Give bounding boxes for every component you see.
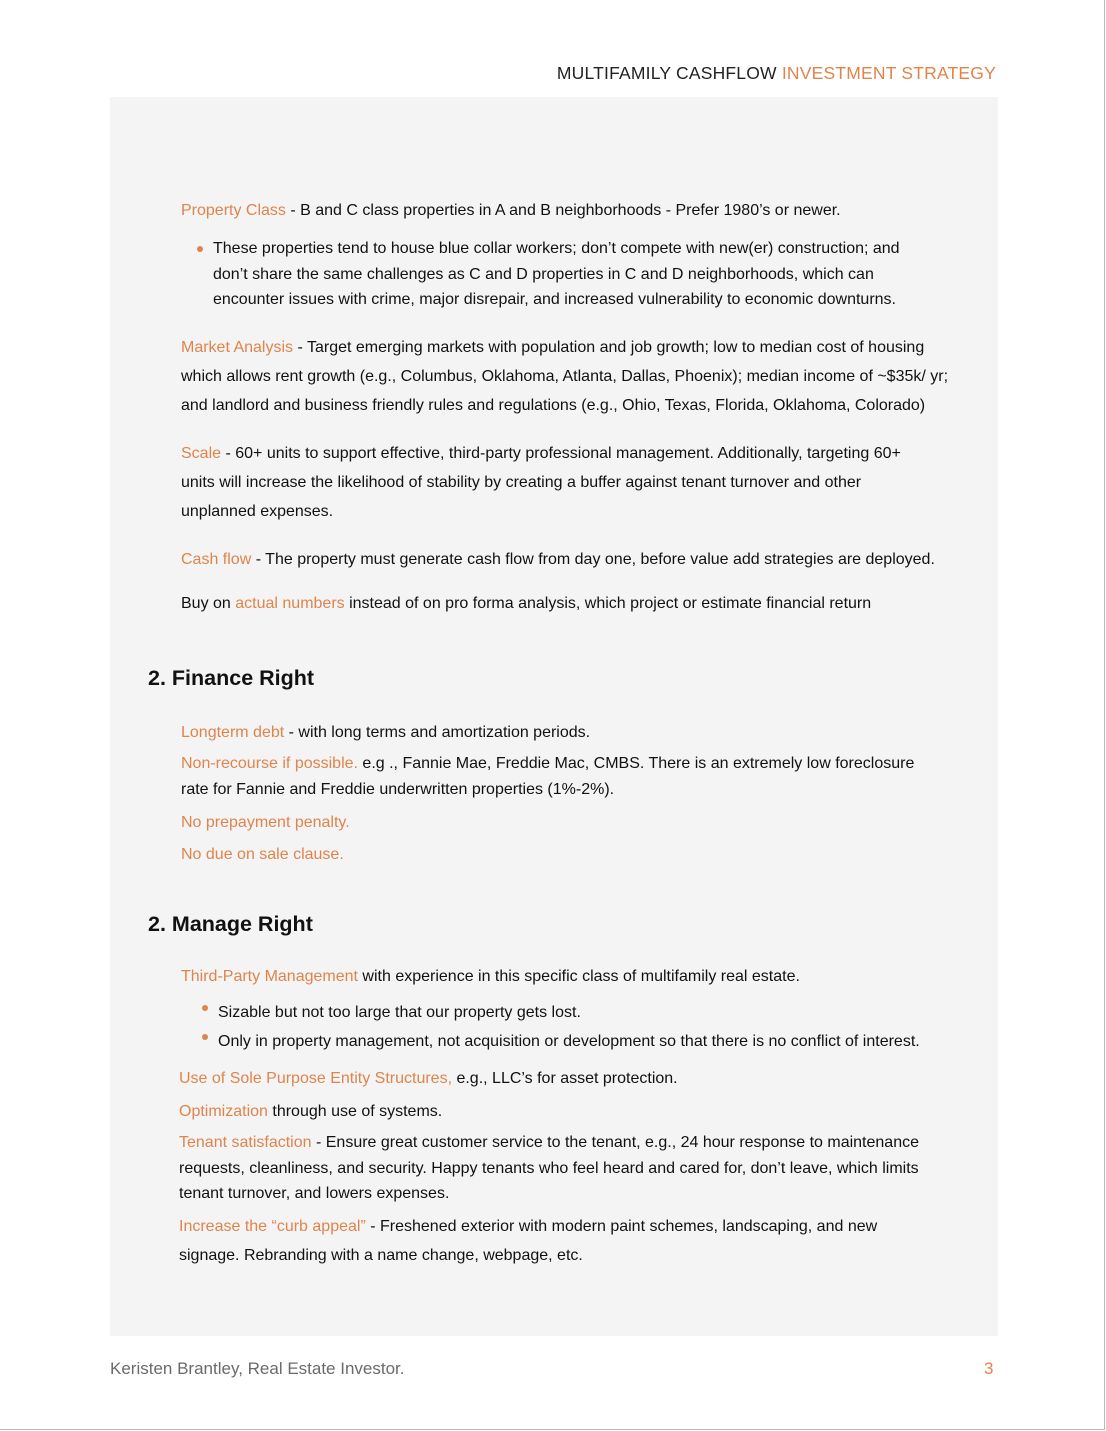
footer-author: Keristen Brantley, Real Estate Investor. [110, 1359, 405, 1378]
tenant-satisfaction-line: - Ensure great customer service to the tenant, e.g., 24 hour response to maintenance [311, 1134, 919, 1151]
bullet-dot-icon [202, 1034, 208, 1040]
sole-purpose-paragraph [179, 1064, 678, 1093]
finance-right-heading: 2. Finance Right [148, 666, 315, 690]
bullet-dot-icon [202, 1005, 208, 1011]
tenant-satisfaction-paragraph [179, 1130, 919, 1207]
cash-flow-text: - The property must generate cash flow from day one, before value add strategies are deployed. [251, 551, 935, 568]
longterm-debt-text: - with long terms and amortization periods. [284, 724, 591, 741]
actual-numbers-highlight: actual numbers [235, 595, 345, 612]
scale-line: unplanned expenses. [181, 503, 334, 520]
no-due-on-sale-item: No due on sale clause. [181, 846, 344, 863]
property-class-text: - B and C class properties in A and B neighborhoods - Prefer 1980’s or newer. [285, 202, 841, 219]
curb-appeal-label: Increase the “curb appeal” [179, 1218, 366, 1235]
sole-purpose-text: e.g., LLC’s for asset protection. [452, 1070, 678, 1087]
manage-bullet-item: Only in property management, not acquisition or development so that there is no conflict of interest. [218, 1033, 920, 1050]
bullet-line: encounter issues with crime, major disrepair, and increased vulnerability to economic downturns. [213, 291, 896, 308]
market-analysis-label: Market Analysis [181, 339, 294, 356]
no-prepayment-item: No prepayment penalty. [181, 814, 350, 831]
bullet-dot-icon [197, 246, 203, 252]
property-class-bullet [213, 236, 900, 313]
longterm-debt-label: Longterm debt [181, 724, 285, 741]
longterm-debt-paragraph [181, 718, 590, 747]
market-analysis-line: which allows rent growth (e.g., Columbus, Oklahoma, Atlanta, Dallas, Phoenix); median income of ~$35k/ yr; [181, 368, 949, 385]
third-party-paragraph [181, 962, 800, 991]
curb-appeal-paragraph [179, 1212, 877, 1270]
scale-paragraph [181, 439, 901, 526]
sole-purpose-label: Use of Sole Purpose Entity Structures, [179, 1070, 453, 1087]
cash-flow-label: Cash flow [181, 551, 252, 568]
non-recourse-line: rate for Fannie and Freddie underwritten properties (1%-2%). [181, 780, 615, 798]
curb-appeal-line: - Freshened exterior with modern paint schemes, landscaping, and new [365, 1218, 878, 1235]
scale-line: units will increase the likelihood of stability by creating a buffer against tenant turnover and other [181, 474, 862, 491]
property-class-paragraph [181, 196, 841, 225]
actual-numbers-paragraph [181, 589, 871, 618]
non-recourse-paragraph [181, 751, 914, 802]
optimization-text: through use of systems. [267, 1103, 443, 1120]
header-title-dark: MULTIFAMILY CASHFLOW [556, 63, 777, 83]
page-number: 3 [984, 1359, 994, 1378]
cash-flow-paragraph [181, 545, 935, 574]
actual-numbers-suffix: instead of on pro forma analysis, which project or estimate financial return [344, 595, 872, 612]
bullet-line: These properties tend to house blue collar workers; don’t compete with new(er) construction; and [213, 240, 900, 257]
manage-bullet-item: Sizable but not too large that our property gets lost. [218, 1004, 581, 1021]
optimization-label: Optimization [179, 1103, 268, 1120]
non-recourse-label: Non-recourse if possible. [181, 755, 358, 772]
scale-line: - 60+ units to support effective, third-party professional management. Additionally, targeting 60+ [221, 445, 901, 462]
page-header [557, 63, 996, 84]
header-title-accent: INVESTMENT STRATEGY [781, 63, 996, 83]
optimization-paragraph [179, 1097, 442, 1126]
tenant-satisfaction-line: tenant turnover, and lowers expenses. [179, 1185, 450, 1202]
non-recourse-line: e.g ., Fannie Mae, Freddie Mac, CMBS. There is an extremely low foreclosure [357, 755, 915, 772]
bullet-line: don’t share the same challenges as C and D properties in C and D neighborhoods, which can [213, 265, 874, 283]
tenant-satisfaction-label: Tenant satisfaction [179, 1134, 312, 1151]
actual-numbers-prefix: Buy on [181, 595, 236, 612]
tenant-satisfaction-line: requests, cleanliness, and security. Happy tenants who feel heard and cared for, don’t leave, which limits [179, 1159, 919, 1177]
scale-label: Scale [181, 445, 222, 462]
third-party-label: Third-Party Management [181, 968, 358, 985]
market-analysis-line: - Target emerging markets with population and job growth; low to median cost of housing [293, 339, 925, 356]
market-analysis-line: and landlord and business friendly rules and regulations (e.g., Ohio, Texas, Florida, Oklahoma, Colorado) [181, 397, 926, 414]
market-analysis-paragraph [181, 333, 948, 420]
curb-appeal-line: signage. Rebranding with a name change, webpage, etc. [179, 1247, 583, 1264]
property-class-label: Property Class [181, 202, 286, 219]
manage-right-heading: 2. Manage Right [148, 912, 313, 936]
third-party-text: with experience in this specific class of multifamily real estate. [357, 968, 800, 985]
